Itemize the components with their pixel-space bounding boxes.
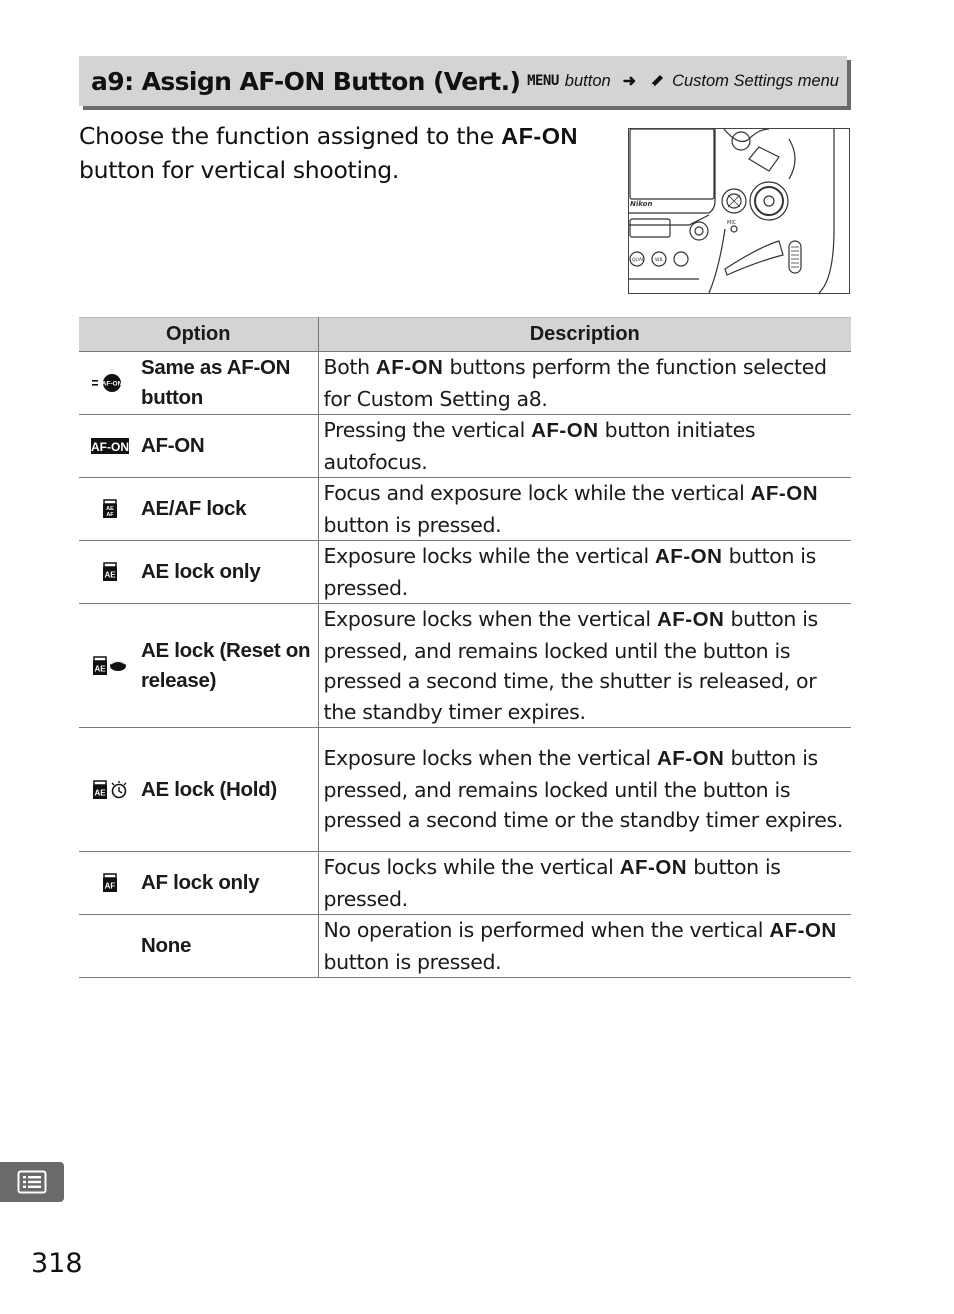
option-label: Same as AF-ON button bbox=[141, 356, 291, 409]
option-description bbox=[319, 352, 852, 414]
ae-lock-reset-icon bbox=[90, 656, 130, 676]
camera-qual-label: QUAL bbox=[632, 258, 645, 263]
af-on-icon bbox=[90, 436, 130, 456]
option-icon-slot bbox=[79, 873, 141, 893]
svg-text:AE: AE bbox=[94, 664, 106, 673]
svg-text:AE: AE bbox=[94, 788, 106, 797]
option-description bbox=[319, 852, 852, 914]
option-icon-slot bbox=[79, 499, 141, 519]
page-number: 318 bbox=[31, 1248, 83, 1279]
menu-key: MENU bbox=[527, 73, 559, 89]
description-text: Exposure locks when the vertical bbox=[323, 746, 657, 771]
option-label: AE lock (Reset on release) bbox=[141, 638, 311, 692]
af-on-key: AF-ON bbox=[619, 856, 688, 879]
af-on-key: AF-ON bbox=[375, 356, 444, 379]
option-description bbox=[319, 415, 852, 477]
option-label: None bbox=[141, 934, 192, 957]
option bbox=[79, 868, 318, 898]
description-text: button is pressed. bbox=[323, 512, 502, 537]
description-cell bbox=[318, 852, 851, 915]
option bbox=[79, 775, 318, 805]
option-description bbox=[319, 541, 852, 603]
description-cell bbox=[318, 541, 851, 604]
ae-lock-hold-icon bbox=[90, 780, 130, 800]
table-header-row bbox=[79, 318, 851, 352]
header-bar bbox=[79, 56, 847, 106]
description-cell bbox=[318, 915, 851, 978]
svg-text:AE: AE bbox=[104, 570, 116, 580]
description-text: Pressing the vertical bbox=[323, 418, 532, 442]
table-row bbox=[79, 852, 851, 915]
description-text: Focus locks while the vertical bbox=[323, 855, 620, 879]
custom-settings-tab bbox=[0, 1162, 64, 1202]
option-label: AE/AF lock bbox=[141, 497, 247, 520]
af-on-key: AF-ON bbox=[656, 747, 725, 771]
description-text: Exposure locks while the vertical bbox=[323, 544, 655, 568]
description-cell bbox=[318, 478, 851, 541]
af-lock-icon bbox=[100, 873, 120, 893]
table-row bbox=[79, 541, 851, 604]
description-text: Exposure locks when the vertical bbox=[323, 607, 657, 631]
options-table bbox=[79, 317, 851, 978]
camera-mic-label: MIC bbox=[727, 220, 737, 226]
description-cell bbox=[318, 415, 851, 478]
option-label: AE lock (Hold) bbox=[141, 777, 277, 801]
description-text: button is pressed, and remains locked until the button is pressed a second time or the standby timer expires. bbox=[323, 746, 844, 833]
option-label: AF lock only bbox=[141, 871, 260, 894]
description-text: button is pressed. bbox=[323, 855, 781, 911]
section-title: a9: Assign AF-ON Button (Vert.) bbox=[91, 66, 521, 96]
option bbox=[79, 353, 318, 413]
option-description bbox=[319, 604, 852, 727]
option-description bbox=[319, 478, 852, 540]
table-row bbox=[79, 415, 851, 478]
menu-path bbox=[527, 71, 839, 91]
option-label: AE lock only bbox=[141, 560, 261, 583]
option-cell bbox=[79, 852, 318, 915]
option-cell bbox=[79, 915, 318, 978]
option-column-header: Option bbox=[79, 318, 318, 352]
table-row bbox=[79, 478, 851, 541]
table-row bbox=[79, 728, 851, 852]
table-row bbox=[79, 915, 851, 978]
description-text: button is pressed, and remains locked until the button is pressed a second time, the shutter is released, or the standby timer expires. bbox=[323, 607, 818, 724]
path-menu-label: Custom Settings menu bbox=[672, 71, 839, 90]
intro-text bbox=[79, 119, 589, 187]
option-label: AF-ON bbox=[141, 434, 205, 457]
option bbox=[79, 931, 318, 961]
pencil-icon bbox=[648, 72, 666, 90]
option-icon-slot bbox=[79, 656, 141, 676]
description-text: button is pressed. bbox=[323, 544, 816, 600]
same-as-af-on-icon bbox=[90, 373, 130, 393]
option-description bbox=[319, 743, 852, 836]
option bbox=[79, 431, 318, 461]
description-cell bbox=[318, 728, 851, 852]
option-icon-slot bbox=[79, 562, 141, 582]
description-cell bbox=[318, 604, 851, 728]
option-cell bbox=[79, 728, 318, 852]
description-text: buttons perform the function selected for Custom Setting a8. bbox=[323, 355, 827, 411]
ae-af-lock-icon bbox=[100, 499, 120, 519]
intro-after: button for vertical shooting. bbox=[79, 156, 400, 184]
menu-list-icon bbox=[17, 1170, 47, 1194]
option-cell bbox=[79, 352, 318, 415]
intro-before: Choose the function assigned to the bbox=[79, 122, 502, 150]
af-on-key: AF-ON bbox=[655, 545, 723, 568]
camera-brand-label: Nikon bbox=[630, 200, 653, 208]
option-cell bbox=[79, 541, 318, 604]
path-arrow: ➜ bbox=[622, 73, 637, 90]
description-cell bbox=[318, 352, 851, 415]
path-button-label: button bbox=[564, 71, 611, 90]
af-on-key: AF-ON bbox=[750, 482, 819, 505]
ae-lock-icon bbox=[100, 562, 120, 582]
svg-text:AF: AF bbox=[106, 512, 114, 518]
svg-text:AF: AF bbox=[104, 881, 116, 891]
svg-text:AF-ON: AF-ON bbox=[91, 440, 129, 454]
af-on-key: AF-ON bbox=[656, 608, 725, 631]
camera-illustration bbox=[628, 128, 850, 294]
description-text: Both bbox=[323, 355, 376, 379]
af-on-key: AF-ON bbox=[531, 419, 599, 442]
option-cell bbox=[79, 478, 318, 541]
af-on-key: AF-ON bbox=[501, 123, 579, 149]
description-text: button initiates autofocus. bbox=[323, 418, 756, 474]
option bbox=[79, 636, 318, 696]
option-cell bbox=[79, 604, 318, 728]
description-text: button is pressed. bbox=[323, 949, 502, 974]
option-description bbox=[319, 915, 852, 977]
svg-text:AE: AE bbox=[106, 506, 114, 512]
camera-wb-label: WB bbox=[655, 258, 663, 263]
option bbox=[79, 557, 318, 587]
camera-back-drawing bbox=[629, 129, 849, 293]
option-icon-slot bbox=[79, 780, 141, 800]
svg-text:AF-ON: AF-ON bbox=[101, 380, 123, 388]
option-cell bbox=[79, 415, 318, 478]
description-text: Focus and exposure lock while the vertical bbox=[323, 481, 751, 505]
description-text: No operation is performed when the vertical bbox=[323, 918, 770, 942]
option-icon-slot bbox=[79, 373, 141, 393]
table-row bbox=[79, 352, 851, 415]
option-icon-slot bbox=[79, 436, 141, 456]
table-row bbox=[79, 604, 851, 728]
option bbox=[79, 494, 318, 524]
description-column-header: Description bbox=[318, 318, 851, 352]
section-header bbox=[79, 56, 851, 110]
af-on-key: AF-ON bbox=[769, 919, 837, 942]
